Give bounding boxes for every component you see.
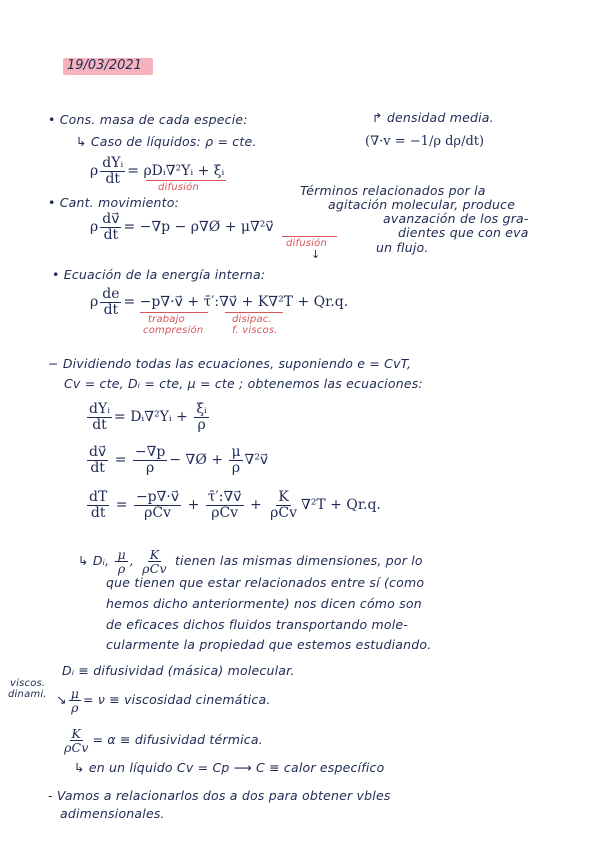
diffusion-underline-1 <box>146 180 226 181</box>
note-line-3: avanzación de los gra- <box>383 211 529 226</box>
para-line-3: hemos dicho anteriormente) nos dicen cómo son <box>106 596 422 611</box>
date-highlight <box>63 58 153 75</box>
liquids-case: ↳ Caso de líquidos: ρ = cte. <box>76 134 257 149</box>
def-viscosity: ↘ $\frac{\mu}{\rho}$ = ν ≡ viscosidad cinemática. <box>56 686 271 716</box>
density-note: ↱ densidad media. <box>372 110 494 125</box>
para-line-4: de eficaces dichos fluidos transportando mole- <box>106 617 409 632</box>
species-equation: ρ $\frac{\text{dYᵢ}}{dt}$ = ρDᵢ∇²Yᵢ + ξᵢ <box>90 155 225 187</box>
para-line-2: que tienen que estar relacionados entre sí (como <box>106 575 425 590</box>
note-line-1: Términos relacionados por la <box>300 183 486 198</box>
bullet-3-title: • Ecuación de la energía interna: <box>52 267 266 282</box>
bullet-2-title: • Cant. movimiento: <box>48 195 180 210</box>
note-line-2: agitación molecular, produce <box>328 197 516 212</box>
visc-label-2: dinami. <box>8 689 47 700</box>
para-line-1: ↳ Dᵢ, $\frac{\mu}{\rho}$ , $\frac{K}{\text{ρCv}}$ tienen las mismas dimensiones, por lo <box>78 547 423 577</box>
dividing-line-1: − Dividiendo todas las ecuaciones, suponiendo e = CvT, <box>48 356 412 371</box>
diffusion-underline-2 <box>282 236 337 237</box>
arrow-down-icon: ↓ <box>311 248 321 261</box>
diffusion-label-1: difusión <box>158 182 200 193</box>
note-line-5: un flujo. <box>376 240 429 255</box>
final-line-2: adimensionales. <box>60 806 165 821</box>
work-label-2: compresión <box>143 325 204 336</box>
dissipation-label-1: disipac. <box>232 314 272 325</box>
date-text: 19/03/2021 <box>67 58 142 73</box>
bullet-1-title: • Cons. masa de cada especie: <box>48 112 248 127</box>
eq-energy-reduced: $\frac{dT}{dt}$ = $\frac{-p\nabla\cdot v⃗}{\text{ρCv}}$ + $\frac{\taū':\nabla v⃗}{\text{ρCv}}$ + $\frac{K}{\text{ρCv}}$ ∇²T + Qr.q. <box>89 489 381 521</box>
visc-label-1: viscos. <box>10 678 46 689</box>
energy-equation: ρ $\frac{de}{dt}$ = −p∇·v⃗ + τ̄′:∇v⃗ + K∇²T + Qr.q. <box>90 286 349 318</box>
work-label-1: trabajo <box>148 314 185 325</box>
density-equation: (∇·v = −1/ρ dρ/dt) <box>365 134 485 149</box>
eq-species-reduced: $\frac{\text{dYᵢ}}{dt}$ = Dᵢ∇²Yᵢ + $\frac{\text{ξᵢ}}{\rho}$ <box>89 401 207 433</box>
momentum-equation: ρ $\frac{dv⃗}{dt}$ = −∇p − ρ∇Ø + μ∇²v⃗ <box>90 211 274 243</box>
note-line-4: dientes que con eva <box>398 225 529 240</box>
para-line-5: cularmente la propiedad que estemos estudiando. <box>106 637 432 652</box>
eq-momentum-reduced: $\frac{dv⃗}{dt}$ = $\frac{-\nabla p}{\rho}$ − ∇Ø + $\frac{\mu}{\rho}$ ∇²v⃗ <box>89 444 269 476</box>
final-line-1: - Vamos a relacionarlos dos a dos para obtener vbles <box>48 788 391 803</box>
dissipation-label-2: f. viscos. <box>232 325 278 336</box>
diffusion-label-2: difusión <box>286 238 328 249</box>
work-underline <box>140 312 208 313</box>
def-thermal: $\frac{K}{\text{ρCv}}$ = α ≡ difusividad térmica. <box>64 726 263 756</box>
def-specific-heat: ↳ en un líquido Cv = Cp ⟶ C ≡ calor específico <box>74 760 385 775</box>
dividing-line-2: Cv = cte, Dᵢ = cte, μ = cte ; obtenemos las ecuaciones: <box>64 376 423 391</box>
dissipation-underline <box>225 312 283 313</box>
def-diffusivity: Dᵢ ≡ difusividad (másica) molecular. <box>62 663 295 678</box>
